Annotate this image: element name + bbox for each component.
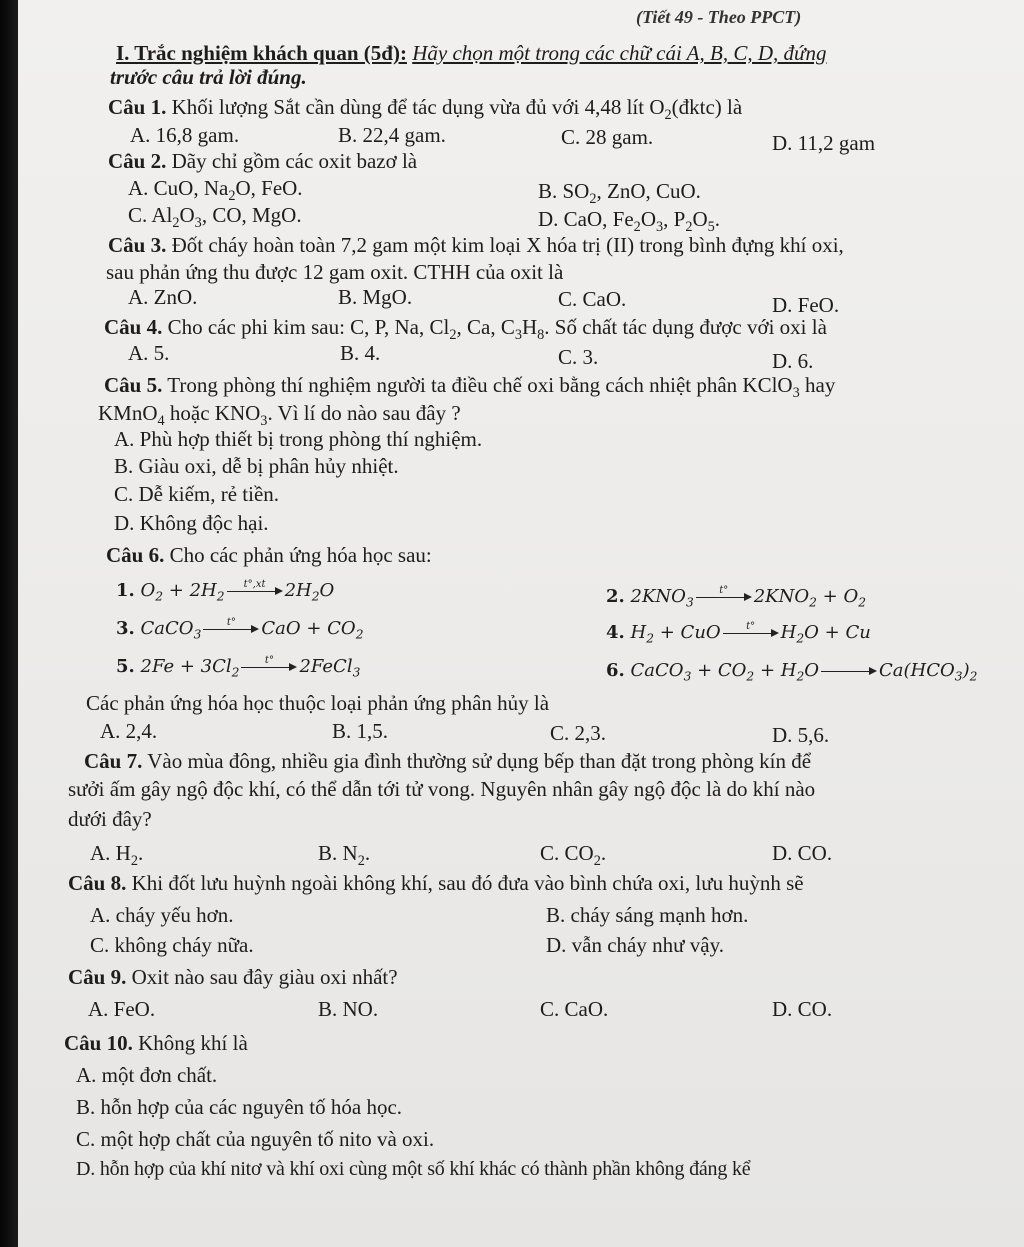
q1-option-c: C. 28 gam.: [561, 125, 654, 149]
q5-option-c: C. Dễ kiếm, rẻ tiền.: [114, 482, 280, 506]
q8-option-a: A. cháy yếu hơn.: [90, 903, 234, 927]
q6-option-c: C. 2,3.: [550, 721, 607, 745]
arrow-icon: t°: [241, 660, 297, 674]
q10-option-d: D. hỗn hợp của khí nitơ và khí oxi cùng một số khí khác có thành phần không đáng kể: [76, 1158, 751, 1180]
dark-left-edge: [0, 0, 18, 1247]
q4-option-d: D. 6.: [772, 349, 814, 373]
arrow-icon: [821, 664, 877, 678]
question-label: Câu 6.: [106, 543, 165, 567]
reaction-1: 1. $O_2 + 2H_2$ t°,xt $2H_2O$: [116, 579, 335, 604]
q9-option-a: A. FeO.: [88, 997, 156, 1021]
section-heading: [116, 40, 826, 66]
question-7-cont: sưởi ấm gây ngộ độc khí, có thể dẫn tới tử vong. Nguyên nhân gây ngộ độc là do khí nào: [68, 777, 816, 801]
q9-option-d: D. CO.: [772, 997, 833, 1021]
q10-option-a: A. một đơn chất.: [76, 1063, 218, 1087]
q5-option-b: B. Giàu oxi, dễ bị phân hủy nhiệt.: [114, 454, 399, 478]
question-6-prompt: Các phản ứng hóa học thuộc loại phản ứng phân hủy là: [86, 691, 550, 715]
q10-option-c: C. một hợp chất của nguyên tố nito và oxi.: [76, 1127, 435, 1151]
arrow-icon: t°: [723, 626, 779, 640]
q3-option-b: B. MgO.: [338, 285, 413, 309]
arrow-icon: t°: [203, 622, 259, 636]
question-text: Vào mùa đông, nhiều gia đình thường sử dụng bếp than đặt trong phòng kín để: [147, 749, 812, 773]
question-7: [84, 748, 811, 774]
question-9: [68, 964, 398, 990]
question-label: Câu 9.: [68, 965, 127, 989]
q2-option-d: D. CaO, $Fe_2O_3$, $P_2O_5$.: [538, 207, 721, 236]
q9-option-b: B. NO.: [318, 997, 379, 1021]
q8-option-d: D. vẫn cháy như vậy.: [546, 933, 724, 957]
q2-option-c: C. $Al_2O_3$, CO, MgO.: [128, 203, 302, 232]
question-text: Khối lượng Sắt cần dùng để tác dụng vừa đủ với 4,48 lít O: [171, 95, 665, 119]
question-label: Câu 7.: [84, 749, 143, 773]
q3-option-c: C. CaO.: [558, 287, 627, 311]
question-text: Không khí là: [138, 1031, 248, 1055]
q8-option-b: B. cháy sáng mạnh hơn.: [546, 903, 749, 927]
question-text: Oxit nào sau đây giàu oxi nhất?: [131, 965, 398, 989]
question-text: Đốt cháy hoàn toàn 7,2 gam một kim loại X hóa trị (II) trong bình đựng khí oxi,: [171, 233, 844, 257]
reaction-5: 5. $2Fe + 3Cl_2$ t° 2FeCl$_3$: [116, 655, 361, 680]
reaction-2: 2. $2KNO_3$ t° $2KNO_2 + O_2$: [606, 585, 867, 610]
q1-option-d: D. 11,2 gam: [772, 131, 876, 155]
question-4: Câu 4. Cho các phi kim sau: C, P, Na, $Cl_2$, Ca, $C_3H_8$. Số chất tác dụng được với oxi là: [104, 315, 827, 344]
question-label: Câu 3.: [108, 233, 167, 257]
q6-option-d: D. 5,6.: [772, 723, 830, 747]
q4-option-b: B. 4.: [340, 341, 381, 365]
question-10: [64, 1030, 248, 1056]
exam-paper: [18, 0, 1024, 1247]
question-label: Câu 8.: [68, 871, 127, 895]
question-2: [108, 148, 417, 174]
question-3: [108, 232, 844, 258]
q8-option-c: C. không cháy nữa.: [90, 933, 254, 957]
q5-option-a: A. Phù hợp thiết bị trong phòng thí nghiệm.: [114, 427, 483, 451]
q10-option-b: B. hỗn hợp của các nguyên tố hóa học.: [76, 1095, 403, 1119]
q7-option-d: D. CO.: [772, 841, 833, 865]
q2-option-b: B. $SO_2$, ZnO, CuO.: [538, 179, 701, 208]
question-7-cont2: dưới đây?: [68, 807, 152, 831]
q4-option-a: A. 5.: [128, 341, 170, 365]
q2-option-a: A. CuO, $Na_2O$, FeO.: [128, 176, 303, 205]
question-1: Câu 1. Khối lượng Sắt cần dùng để tác dụng vừa đủ với 4,48 lít $O_2(đktc)$ là: [108, 95, 743, 124]
question-6: [106, 542, 432, 568]
q7-option-b: B. $N_2$.: [318, 841, 371, 870]
q3-option-d: D. FeO.: [772, 293, 840, 317]
question-label: Câu 10.: [64, 1031, 133, 1055]
question-label: Câu 5.: [104, 373, 163, 397]
arrow-icon: t°: [696, 590, 752, 604]
question-text: Khi đốt lưu huỳnh ngoài không khí, sau đó đưa vào bình chứa oxi, lưu huỳnh sẽ: [131, 871, 804, 895]
question-text-end: (đktc) là: [671, 95, 743, 119]
question-8: [68, 870, 804, 896]
q6-option-a: A. 2,4.: [100, 719, 158, 743]
question-5-cont: KMnO$_4$ hoặc $KNO_3$. Vì lí do nào sau đây ?: [98, 401, 461, 430]
q5-option-d: D. Không độc hại.: [114, 511, 269, 535]
reaction-4: 4. $H_2$ + CuO t° $H_2O + Cu$: [606, 621, 871, 646]
section-instruction: Hãy chọn một trong các chữ cái A, B, C, D, đứng: [412, 41, 827, 65]
question-3-cont: sau phản ứng thu được 12 gam oxit. CTHH của oxit là: [106, 260, 564, 284]
question-5: Câu 5. Trong phòng thí nghiệm người ta điều chế oxi bằng cách nhiệt phân KClO$_3$ hay: [104, 373, 836, 402]
question-label: Câu 1.: [108, 95, 167, 119]
question-label: Câu 2.: [108, 149, 167, 173]
q1-option-a: A. 16,8 gam.: [130, 123, 240, 147]
section-title: I. Trắc nghiệm khách quan (5đ):: [116, 41, 407, 65]
reaction-6: 6. CaCO$_3$ + $CO_2 + H_2O$ $Ca(HCO_3)_2$: [606, 660, 978, 684]
q7-option-c: C. $CO_2$.: [540, 841, 607, 870]
q9-option-c: C. CaO.: [540, 997, 609, 1021]
arrow-icon: t°,xt: [227, 584, 283, 598]
reaction-3: 3. CaCO$_3$ t° CaO + $CO_2$: [116, 617, 364, 642]
q6-option-b: B. 1,5.: [332, 719, 389, 743]
q4-option-c: C. 3.: [558, 345, 599, 369]
q3-option-a: A. ZnO.: [128, 285, 198, 309]
q1-option-b: B. 22,4 gam.: [338, 123, 446, 147]
section-instruction-cont: trước câu trả lời đúng.: [110, 65, 307, 89]
question-label: Câu 4.: [104, 315, 163, 339]
question-text: Cho các phản ứng hóa học sau:: [169, 543, 432, 567]
lesson-header: (Tiết 49 - Theo PPCT): [636, 7, 802, 27]
q7-option-a: A. $H_2$.: [90, 841, 144, 870]
question-text: Dãy chỉ gồm các oxit bazơ là: [171, 149, 418, 173]
